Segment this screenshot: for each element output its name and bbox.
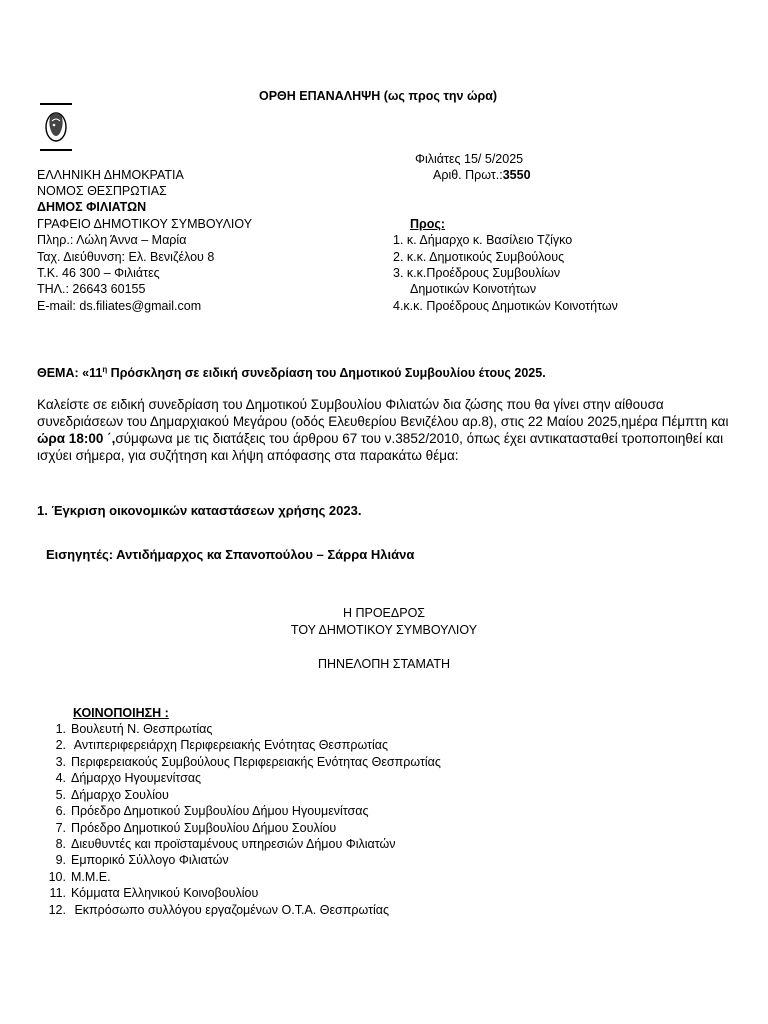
- list-item: 12. Εκπρόσωπο συλλόγου εργαζομένων Ο.Τ.Α. Θεσπρωτίας: [48, 903, 390, 917]
- sender-contact-person: Πληρ.: Λώλη Άννα – Μαρία: [37, 233, 187, 247]
- protocol-line: [433, 167, 531, 183]
- signature-title: Η ΠΡΟΕΔΡΟΣ: [342, 606, 426, 620]
- document-title: ΟΡΘΗ ΕΠΑΝΑΛΗΨΗ (ως προς την ώρα): [259, 89, 498, 103]
- sender-prefecture: ΝΟΜΟΣ ΘΕΣΠΡΩΤΙΑΣ: [37, 184, 167, 198]
- recipient-mayor: 1. κ. Δήμαρχο κ. Βασίλειο Τζίγκο: [393, 233, 573, 247]
- subject-superscript: η: [102, 365, 108, 374]
- list-item: 7. Πρόεδρο Δημοτικού Συμβουλίου Δήμου Σουλίου: [55, 821, 337, 835]
- distribution-heading: ΚΟΙΝΟΠΟΙΗΣΗ :: [73, 706, 169, 720]
- sender-country: ΕΛΛΗΝΙΚΗ ΔΗΜΟΚΡΑΤΙΑ: [37, 168, 184, 182]
- invitation-paragraph: [37, 396, 737, 464]
- recipient-council-presidents: 3. κ.κ.Προέδρους Συμβουλίων: [393, 266, 561, 280]
- list-item: 3. Περιφερειακούς Συμβούλους Περιφερειακής Ενότητας Θεσπρωτίας: [55, 755, 441, 769]
- agenda-rapporteur: Εισηγητές: Αντιδήμαρχος κα Σπανοπούλου – Σάρρα Ηλιάνα: [46, 547, 415, 562]
- meeting-time: ώρα 18:00 ΄,: [37, 431, 116, 446]
- sender-address: Ταχ. Διεύθυνση: Ελ. Βενιζέλου 8: [37, 250, 215, 264]
- list-item: 1. Βουλευτή Ν. Θεσπρωτίας: [55, 722, 213, 736]
- sender-postal-code: Τ.Κ. 46 300 – Φιλιάτες: [37, 266, 160, 280]
- subject-prefix: ΘΕΜΑ: «11: [37, 366, 103, 381]
- sender-municipality: ΔΗΜΟΣ ΦΙΛΙΑΤΩΝ: [37, 200, 147, 214]
- list-item: 11. Κόμματα Ελληνικού Κοινοβουλίου: [49, 886, 259, 900]
- list-item: 2. Αντιπεριφερειάρχη Περιφερειακής Ενότητας Θεσπρωτίας: [55, 738, 388, 752]
- list-item: 4. Δήμαρχο Ηγουμενίτσας: [55, 771, 202, 785]
- agenda-item-1: 1. Έγκριση οικονομικών καταστάσεων χρήσης 2023.: [37, 503, 362, 518]
- sender-phone: ΤΗΛ.: 26643 60155: [37, 282, 146, 296]
- recipient-councillors: 2. κ.κ. Δημοτικούς Συμβούλους: [393, 250, 565, 264]
- sender-office: ΓΡΑΦΕΙΟ ΔΗΜΟΤΙΚΟΥ ΣΥΜΒΟΥΛΙΟΥ: [37, 217, 253, 231]
- sender-email: E-mail: ds.filiates@gmail.com: [37, 299, 202, 313]
- recipient-council-presidents-cont: Δημοτικών Κοινοτήτων: [410, 282, 537, 296]
- list-item: 9. Εμπορικό Σύλλογο Φιλιατών: [55, 853, 229, 867]
- recipients-heading: Προς:: [410, 217, 446, 231]
- list-item: 5. Δήμαρχο Σουλίου: [55, 788, 169, 802]
- protocol-number: 3550: [502, 168, 531, 182]
- signature-title-cont: ΤΟΥ ΔΗΜΟΤΙΚΟΥ ΣΥΜΒΟΥΛΙΟΥ: [290, 623, 478, 637]
- list-item: 6. Πρόεδρο Δημοτικού Συμβουλίου Δήμου Ηγουμενίτσας: [55, 804, 369, 818]
- subject-line: [37, 362, 546, 381]
- signature-name: ΠΗΝΕΛΟΠΗ ΣΤΑΜΑΤΗ: [317, 657, 450, 671]
- invitation-text-part2: σύμφωνα με τις διατάξεις του άρθρου 67 του ν.3852/2010, όπως έχει αντικατασταθεί τροποποιηθεί και ισχύει σήμερα, για συζήτηση και λήψη απόφασης στα παρακάτω θέμα:: [37, 431, 724, 463]
- subject-text: Πρόσκληση σε ειδική συνεδρίαση του Δημοτικού Συμβουλίου έτους 2025.: [107, 366, 546, 381]
- list-item: 10. Μ.Μ.Ε.: [48, 870, 111, 884]
- list-item: 8. Διευθυντές και προϊσταμένους υπηρεσιών Δήμου Φιλιατών: [55, 837, 396, 851]
- protocol-label: Αριθ. Πρωτ.:: [433, 168, 503, 182]
- invitation-text-part1: Καλείστε σε ειδική συνεδρίαση του Δημοτικού Συμβουλίου Φιλιατών δια ζώσης που θα γίνει στην αίθουσα συνεδριάσεων του Δημαρχιακού Μεγάρου (οδός Ελευθερίου Βενιζέλου αρ.8), στις 22 Μαίου 2025,ημέρα Πέμπτη και: [37, 397, 729, 429]
- recipient-community-presidents: 4.κ.κ. Προέδρους Δημοτικών Κοινοτήτων: [393, 299, 618, 313]
- greek-republic-emblem-icon: [40, 103, 72, 153]
- date-line: Φιλιάτες 15/ 5/2025: [415, 152, 524, 166]
